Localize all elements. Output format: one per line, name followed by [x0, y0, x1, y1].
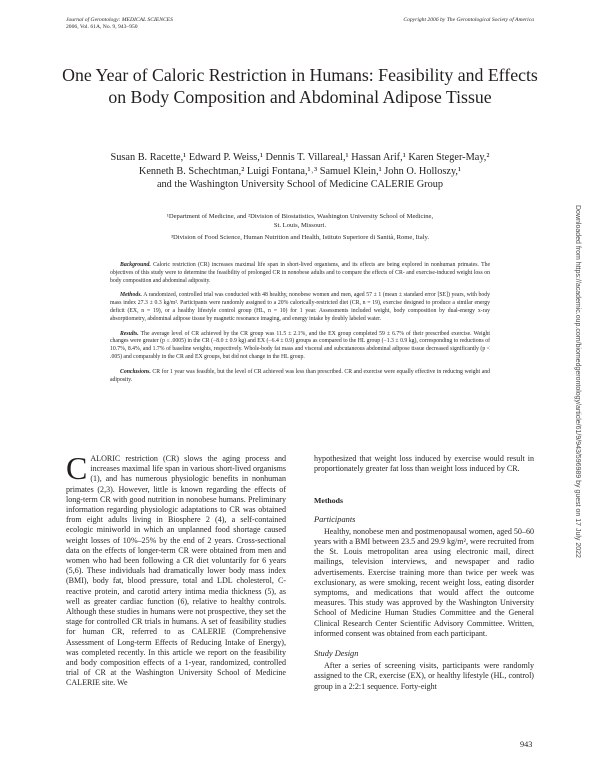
- journal-header: [66, 17, 173, 31]
- abstract-background-text: Caloric restriction (CR) increases maximal life span in short-lived organisms, and its effects are being explored in nonhuman primates. The objectives of this study were to determine the feasibility of prolonged CR in nonobese adults and to compare the effects of CR- and exercise-induced weight loss on body composition and abdominal adiposity.: [110, 262, 491, 284]
- affiliation-line-3: ³Division of Food Science, Human Nutrition and Health, Istituto Superiore di Sanità, Rome, Italy.: [171, 233, 429, 241]
- abstract-methods-label: Methods.: [120, 292, 142, 299]
- body-column-left: [66, 450, 286, 689]
- methods-heading: Methods: [314, 496, 344, 506]
- author-line-2: Kenneth B. Schechtman,² Luigi Fontana,¹˒³ Samuel Klein,¹ John O. Holloszy,¹: [138, 165, 462, 177]
- affiliation-line-1: ¹Department of Medicine, and ²Division of Biostatistics, Washington University School of Medicine,: [166, 213, 434, 220]
- abstract-background: [110, 262, 490, 285]
- abstract-results-text: The average level of CR achieved by the CR group was 11.5 ± 2.1%, and the EX group completed 59 ± 6.7% of their prescribed exercise. Weight changes were greater (p ≤ .0005) in the CR (−8.0 ± 0.9 kg) and EX (−6.4 ± 0.9) groups as compared to the HL group (−1.3 ± 0.9 kg), corresponding to reductions of 10.7%, 8.4%, and 1.7% of baseline weights, respectively. Whole-body fat mass and visceral and subcutaneous abdominal adipose tissue decreased significantly (p < .005) and comparably in the CR and EX groups, but did not change in the HL group.: [110, 330, 490, 360]
- author-line-3: and the Washington University School of Medicine CALERIE Group: [156, 179, 444, 190]
- study-design-heading: Study Design: [314, 649, 359, 659]
- abstract: [110, 262, 490, 391]
- introduction-paragraph: [66, 450, 286, 689]
- abstract-conclusions: [110, 369, 490, 385]
- participants-text: Healthy, nonobese men and postmenopausal women, aged 50–60 years with a BMI between 23.5 and 29.9 kg/m², were recruited from the St. Louis metropolitan area using electronic mail, direct mailings, television interviews, and newspaper and radio advertisements. Exercise training more than twice per week was exclusionary, as were smoking, recent weight loss, eating disorder symptoms, and medications that would affect the outcome measures. This study was approved by the Washington University School of Medicine Human Studies Committee and the General Clinical Research Center Scientific Advisory Committee. Written, informed consent was obtained from each participant.: [314, 526, 534, 638]
- journal-name: Journal of Gerontology: MEDICAL SCIENCES: [66, 17, 173, 23]
- drop-cap: C: [66, 450, 88, 486]
- study-design-text: After a series of screening visits, participants were randomly assigned to the CR, exercise (EX), or healthy lifestyle (HL, control) group in a 2:2:1 sequence. Forty-eight: [314, 661, 534, 691]
- author-list: [50, 151, 550, 192]
- participants-heading: Participants: [314, 514, 356, 524]
- body-column-right: [314, 454, 534, 692]
- author-line-1: Susan B. Racette,¹ Edward P. Weiss,¹ Dennis T. Villareal,¹ Hassan Arif,¹ Karen Steger-May,²: [110, 152, 490, 163]
- article-title: One Year of Caloric Restriction in Humans: Feasibility and Effects on Body Composition and Abdominal Adipose Tissue: [62, 65, 538, 107]
- abstract-conclusions-text: CR for 1 year was feasible, but the level of CR achieved was less than prescribed. CR and exercise were equally effective in reducing weight and adiposity.: [110, 368, 490, 383]
- introduction-continuation: hypothesized that weight loss induced by exercise would result in proportionately greater fat loss than weight loss induced by CR.: [314, 454, 534, 474]
- abstract-background-label: Background.: [120, 262, 151, 268]
- affiliation-line-2: St. Louis, Missouri.: [273, 222, 327, 230]
- affiliations: [90, 212, 510, 242]
- abstract-methods-text: A randomized, controlled trial was conducted with 48 healthy, nonobese women and men, aged 57 ± 1 (mean ± standard error [SE]) years, with body mass index 27.3 ± 0.3 kg/m². Participants were randomly assigned to a 20% calorically-restricted diet (CR, n = 19), exercise designed to produce a similar energy deficit (EX, n = 19), or a healthy lifestyle control group (HL, n = 10) for 1 year. Assessments included weight, body composition by dual-energy x-ray absorptiometry, abdominal adipose tissue by magnetic resonance imaging, and energy intake by doubly labeled water.: [110, 292, 491, 322]
- abstract-methods: [110, 292, 490, 323]
- copyright-notice: Copyright 2006 by The Gerontological Society of America: [403, 17, 534, 23]
- download-watermark: [575, 205, 585, 695]
- download-watermark-text: Downloaded from https://academic.oup.com/biomedgerontology/article/61/9/943/596989 by guest on 17 July 2022: [574, 205, 581, 558]
- abstract-conclusions-label: Conclusions.: [120, 368, 151, 375]
- abstract-results-label: Results.: [120, 330, 139, 337]
- page-number: 943: [520, 740, 533, 749]
- abstract-results: [110, 331, 490, 362]
- journal-volume: 2006, Vol. 61A, No. 9, 943–950: [66, 24, 138, 31]
- introduction-text: ALORIC restriction (CR) slows the aging process and increases maximal life span in various short-lived organisms (1), and has numerous physiologic benefits in nonhuman primates (2,3). However, little is known regarding the effects of long-term CR with good nutrition in nonobese humans. Preliminary information regarding physiologic adaptations to CR was obtained from eight adults living in Biosphere 2 (4), a self-contained ecologic miniworld in which an unplanned food shortage caused weight losses of 10%–25% by the end of 2 years. Cross-sectional data on the effects of longer-term CR were obtained from men and women who had been following a CR diet voluntarily for 6 years (5,6). These individuals had dramatically lower body mass index (BMI), body fat, blood pressure, total and LDL cholesterol, C-reactive protein, and carotid artery intima media thickness (5), as well as greater cardiac function (6), relative to healthy controls. Although these studies in humans were not prospective, they set the stage for controlled CR trials in humans. A set of feasibility studies for human CR, referred to as CALERIE (Comprehensive Assessment of Long-term Effects of Reducing Intake of Energy), was completed recently. In this article we report on the feasibility and body composition effects of a 1-year, randomized, controlled trial of CR at the Washington University School of Medicine CALERIE site. We: [66, 454, 286, 688]
